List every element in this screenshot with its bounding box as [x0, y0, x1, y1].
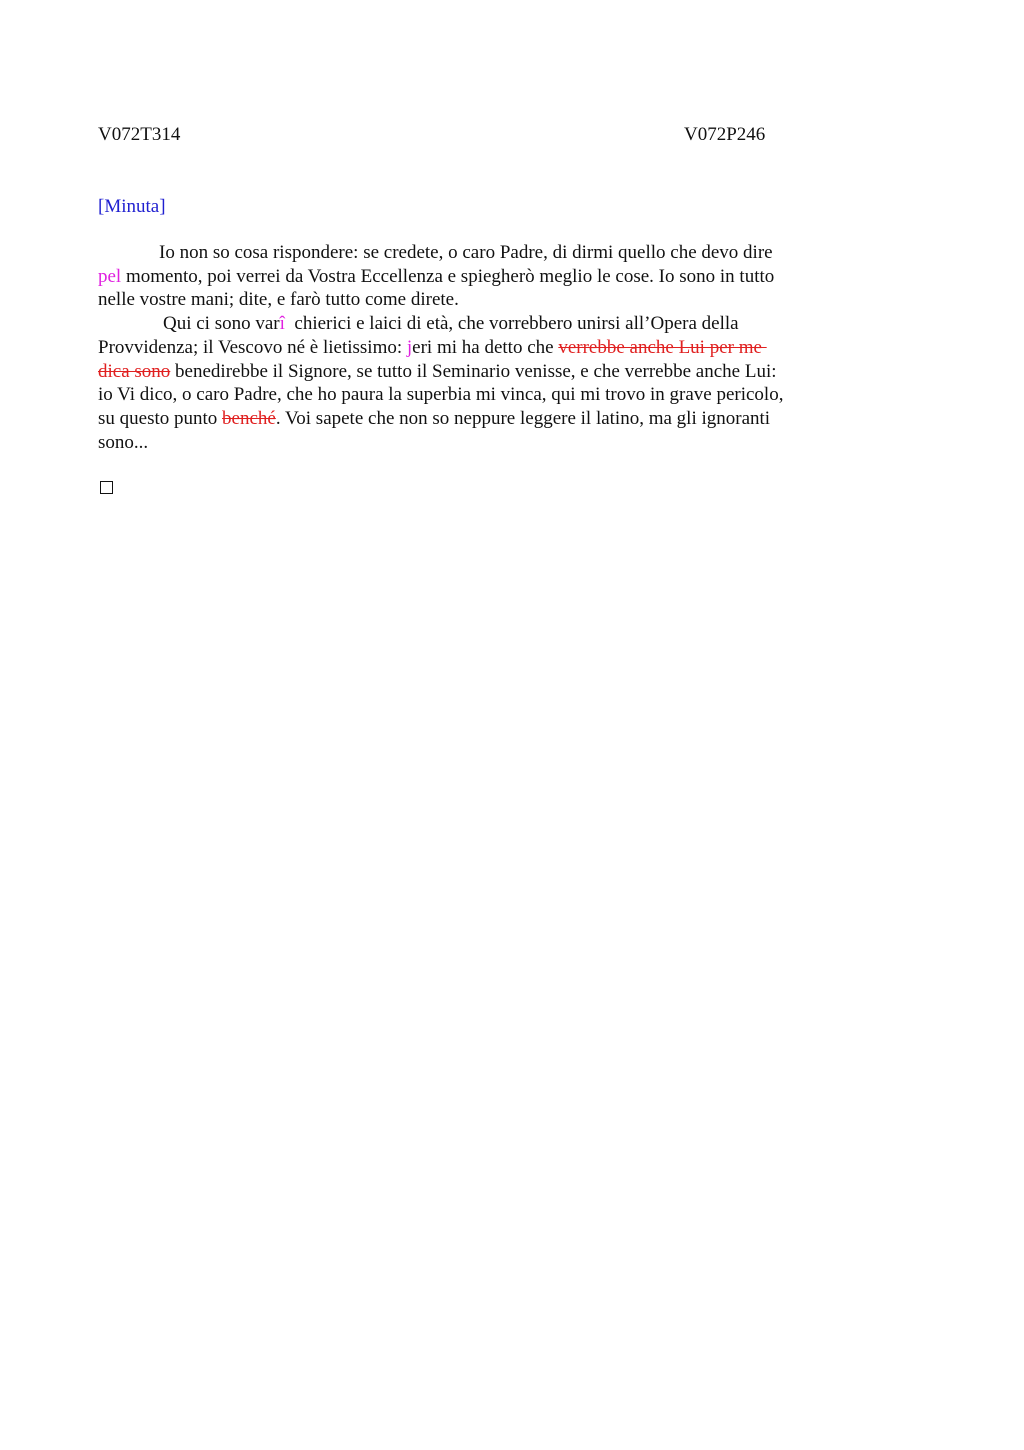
text-run: benedirebbe il Signore, se tutto il Seminario venisse, e che verrebbe anche Lui:	[170, 360, 777, 382]
text-run: momento, poi verrei da Vostra Eccellenza e spiegherò meglio le cose. Io sono in tutto	[121, 265, 775, 287]
text-run: su questo punto	[98, 407, 223, 429]
text-line-1	[98, 241, 858, 265]
addition-text: pel	[98, 265, 122, 287]
addition-text: j	[406, 336, 413, 358]
text-line-3	[98, 288, 858, 312]
text-line-9	[98, 431, 858, 455]
text-line-8	[98, 407, 858, 431]
deleted-text: verrebbe anche Lui per me	[558, 336, 767, 358]
text-run: . Voi sapete che non so neppure leggere il latino, ma gli ignoranti	[275, 407, 771, 429]
addition-text: î	[279, 313, 285, 335]
text-run: Provvidenza; il Vescovo né è lietissimo:	[98, 336, 407, 358]
text-run: Io non so cosa rispondere: se credete, o caro Padre, di dirmi quello che devo dire	[159, 242, 773, 263]
text-run: io Vi dico, o caro Padre, che ho paura la superbia mi vinca, qui mi trovo in grave pericolo,	[98, 384, 784, 406]
text-run: chierici e laici di età, che vorrebbero unirsi all’Opera della	[284, 313, 739, 335]
text-line-6	[98, 360, 858, 384]
text-run: nelle vostre mani; dite, e farò tutto come direte.	[98, 289, 459, 311]
text-line-5	[98, 336, 858, 360]
minuta-label: [Minuta]	[98, 196, 166, 217]
text-line-7	[98, 383, 858, 407]
text-line-2	[98, 265, 858, 289]
document-code-left: V072T314	[98, 124, 181, 145]
text-run: eri mi ha detto che	[412, 336, 559, 358]
letter-body	[98, 241, 858, 454]
text-run: sono...	[98, 431, 149, 453]
text-run: Qui ci sono var	[163, 313, 280, 335]
document-code-right: V072P246	[684, 124, 766, 145]
deleted-text: benché	[222, 407, 276, 429]
text-line-4	[98, 312, 858, 336]
box-icon	[100, 481, 113, 494]
deleted-text: dica sono	[98, 360, 171, 382]
